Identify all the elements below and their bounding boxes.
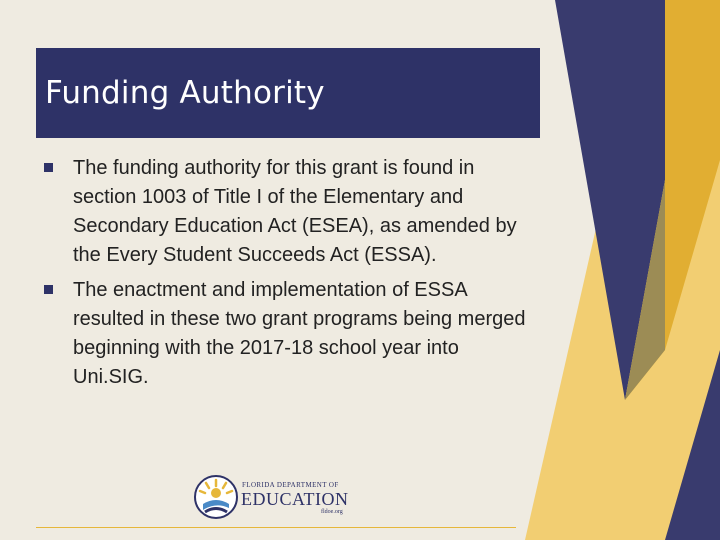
logo-main-text: EDUCATION <box>241 489 349 509</box>
footer-divider <box>36 527 516 528</box>
square-bullet-icon <box>44 163 53 172</box>
florida-doe-logo <box>193 472 353 526</box>
title-bar <box>36 48 540 138</box>
bullet-text: The funding authority for this grant is found in section 1003 of Title I of the Elementary and Secondary Education Act (ESEA), as amended by the Every Student Succeeds Act (ESSA). <box>73 157 517 266</box>
sunburst-figure-icon <box>193 474 239 520</box>
logo-url-text: fldoe.org <box>321 509 343 515</box>
bullet-item <box>44 276 534 392</box>
slide-title: Funding Authority <box>45 75 325 111</box>
square-bullet-icon <box>44 285 53 294</box>
logo-top-text: FLORIDA DEPARTMENT OF <box>242 481 339 489</box>
bullet-list <box>44 154 534 392</box>
bullet-item <box>44 154 534 270</box>
slide-body <box>44 154 534 398</box>
bullet-text: The enactment and implementation of ESSA resulted in these two grant programs being merged beginning with the 2017-18 school year into Uni.SIG. <box>73 279 526 388</box>
